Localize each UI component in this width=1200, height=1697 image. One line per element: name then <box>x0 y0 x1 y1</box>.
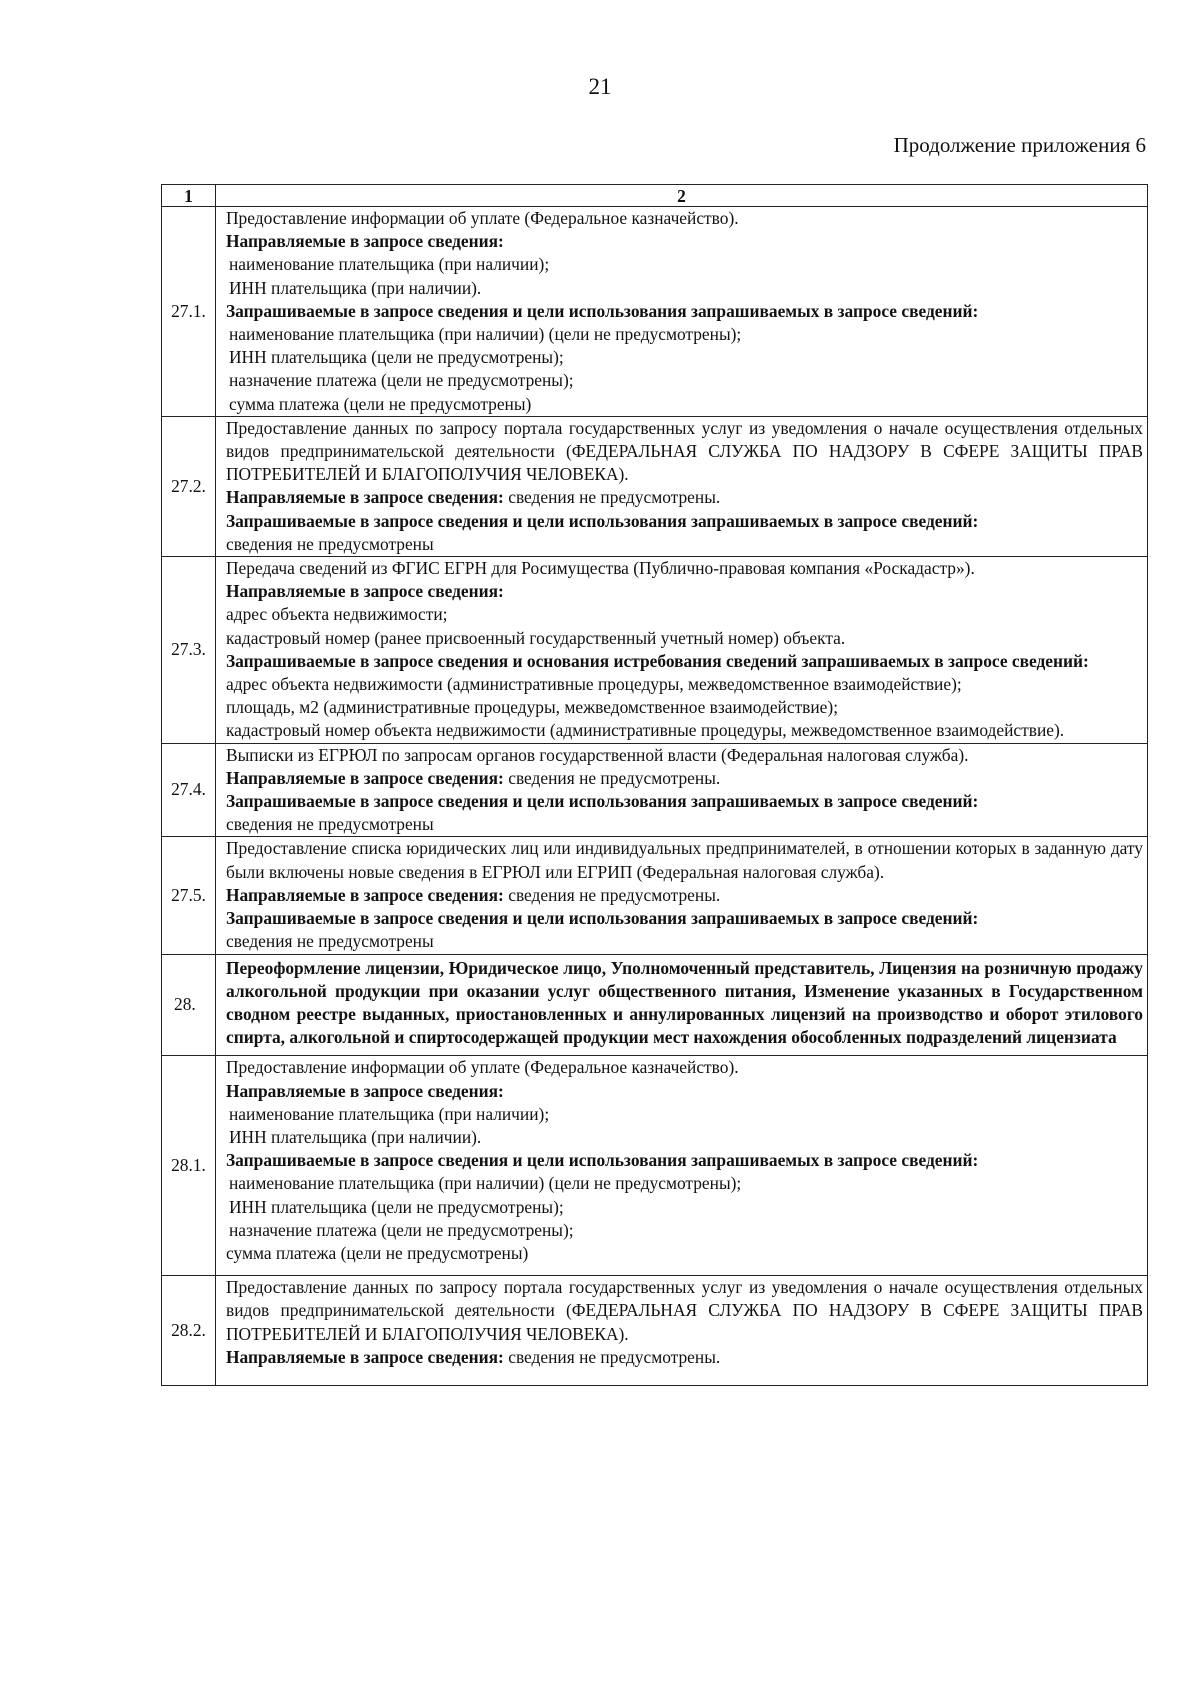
row-intro: Выписки из ЕГРЮЛ по запросам органов государственной власти (Федеральная налоговая служба). <box>226 744 969 765</box>
table-header-row <box>162 185 1148 207</box>
row-number: 28. <box>162 954 216 1056</box>
row-line: назначение платежа (цели не предусмотрены); <box>229 370 574 391</box>
requested-value: сведения не предусмотрены <box>226 814 434 835</box>
sent-value: сведения не предусмотрены. <box>508 487 721 508</box>
requested-value: сведения не предусмотрены <box>226 533 434 554</box>
row-number: 27.2. <box>162 416 216 556</box>
table-row <box>162 1276 1148 1386</box>
table-row <box>162 416 1148 556</box>
sent-label: Направляемые в запросе сведения: <box>226 1346 504 1367</box>
sent-label: Направляемые в запросе сведения: <box>226 884 504 905</box>
appendix-continuation-note: Продолжение приложения 6 <box>893 133 1146 157</box>
sent-value: сведения не предусмотрены. <box>508 1346 721 1367</box>
row-content <box>216 207 1148 417</box>
column-header-1: 1 <box>162 185 216 207</box>
row-line: наименование плательщика (при наличии) (цели не предусмотрены); <box>229 324 742 345</box>
requested-value: сведения не предусмотрены <box>226 931 434 952</box>
row-line: ИНН плательщика (цели не предусмотрены); <box>229 347 564 368</box>
requested-item: площадь, м2 (административные процедуры, межведомственное взаимодействие); <box>226 697 839 718</box>
row-number: 28.1. <box>162 1056 216 1276</box>
row-content <box>216 837 1148 954</box>
row-sent <box>226 486 1143 509</box>
table-row <box>162 743 1148 837</box>
row-number: 28.2. <box>162 1276 216 1386</box>
row-line: наименование плательщика (при наличии); <box>229 254 550 275</box>
row-line: Предоставление информации об уплате (Федеральное казначейство). <box>226 1057 739 1078</box>
requested-label: Запрашиваемые в запросе сведения и основания истребования сведений запрашиваемых в запросе сведений: <box>226 650 1089 671</box>
row-line: Направляемые в запросе сведения: <box>226 1080 504 1101</box>
sent-label: Направляемые в запросе сведения: <box>226 581 504 602</box>
row-sent <box>226 1346 1143 1369</box>
row-content <box>216 557 1148 744</box>
sent-label: Направляемые в запросе сведения: <box>226 487 504 508</box>
row-intro: Передача сведений из ФГИС ЕГРН для Росимущества (Публично-правовая компания «Роскадастр»). <box>226 558 975 579</box>
row-line: наименование плательщика (при наличии); <box>229 1103 550 1124</box>
row-content <box>216 954 1148 1056</box>
requested-label: Запрашиваемые в запросе сведения и цели использования запрашиваемых в запросе сведений: <box>226 510 979 531</box>
row-number: 27.4. <box>162 743 216 837</box>
requested-label: Запрашиваемые в запросе сведения и цели использования запрашиваемых в запросе сведений: <box>226 908 979 929</box>
row-line: ИНН плательщика (при наличии). <box>229 1126 482 1147</box>
sent-value: сведения не предусмотрены. <box>508 767 721 788</box>
row-number: 27.3. <box>162 557 216 744</box>
sent-value: сведения не предусмотрены. <box>508 884 721 905</box>
row-content <box>216 1276 1148 1386</box>
column-header-2: 2 <box>216 185 1148 207</box>
sent-item: адрес объекта недвижимости; <box>226 604 448 625</box>
row-line: сумма платежа (цели не предусмотрены) <box>229 393 532 414</box>
table-row <box>162 954 1148 1056</box>
sent-label: Направляемые в запросе сведения: <box>226 767 504 788</box>
requested-item: кадастровый номер объекта недвижимости (административные процедуры, межведомственное взаимодействие). <box>226 720 1065 741</box>
row-content <box>216 743 1148 837</box>
row-content <box>216 416 1148 556</box>
page-number: 21 <box>588 74 612 99</box>
table-row <box>162 837 1148 954</box>
row-line: Направляемые в запросе сведения: <box>226 231 504 252</box>
row-line: ИНН плательщика (цели не предусмотрены); <box>229 1196 564 1217</box>
row-sent <box>226 884 1143 907</box>
appendix-table <box>161 184 1148 1386</box>
row-intro: Предоставление данных по запросу портала государственных услуг из уведомления о начале осуществления отдельных видов предпринимательской деятельности (ФЕДЕРАЛЬНАЯ СЛУЖБА ПО НАДЗОРУ В СФЕРЕ ЗАЩИТЫ ПРАВ ПОТРЕБИТЕЛЕЙ И БЛАГОПОЛУЧИЯ ЧЕЛОВЕКА). <box>226 1277 1143 1344</box>
row-line: Запрашиваемые в запросе сведения и цели использования запрашиваемых в запросе сведений: <box>226 1150 979 1171</box>
row-number: 27.5. <box>162 837 216 954</box>
row-number: 27.1. <box>162 207 216 417</box>
row-line: Предоставление информации об уплате (Федеральное казначейство). <box>226 208 739 228</box>
row-line: Запрашиваемые в запросе сведения и цели использования запрашиваемых в запросе сведений: <box>226 300 979 321</box>
sent-item: кадастровый номер (ранее присвоенный государственный учетный номер) объекта. <box>226 627 846 648</box>
row-content <box>216 1056 1148 1276</box>
table-row <box>162 1056 1148 1276</box>
table-row <box>162 557 1148 744</box>
row-line: наименование плательщика (при наличии) (цели не предусмотрены); <box>229 1173 742 1194</box>
row-intro: Предоставление списка юридических лиц или индивидуальных предпринимателей, в отношении которых в заданную дату были включены новые сведения в ЕГРЮЛ или ЕГРИП (Федеральная налоговая служба). <box>226 838 1143 882</box>
row-title: Переоформление лицензии, Юридическое лицо, Уполномоченный представитель, Лицензия на розничную продажу алкогольной продукции при оказании услуг общественного питания, Изменение указанных в Государственном сводном реестре выданных, приостановленных и аннулированных лицензий на производство и оборот этилового спирта, алкогольной и спиртосодержащей продукции мест нахождения обособленных подразделений лицензиата <box>226 957 1143 1048</box>
row-intro: Предоставление данных по запросу портала государственных услуг из уведомления о начале осуществления отдельных видов предпринимательской деятельности (ФЕДЕРАЛЬНАЯ СЛУЖБА ПО НАДЗОРУ В СФЕРЕ ЗАЩИТЫ ПРАВ ПОТРЕБИТЕЛЕЙ И БЛАГОПОЛУЧИЯ ЧЕЛОВЕКА). <box>226 417 1143 485</box>
requested-label: Запрашиваемые в запросе сведения и цели использования запрашиваемых в запросе сведений: <box>226 791 979 812</box>
table-row <box>162 207 1148 417</box>
requested-item: адрес объекта недвижимости (административные процедуры, межведомственное взаимодействие); <box>226 674 962 695</box>
row-line: сумма платежа (цели не предусмотрены) <box>226 1242 529 1263</box>
row-line: назначение платежа (цели не предусмотрены); <box>229 1219 574 1240</box>
row-sent <box>226 767 1143 790</box>
row-line: ИНН плательщика (при наличии). <box>229 277 482 298</box>
